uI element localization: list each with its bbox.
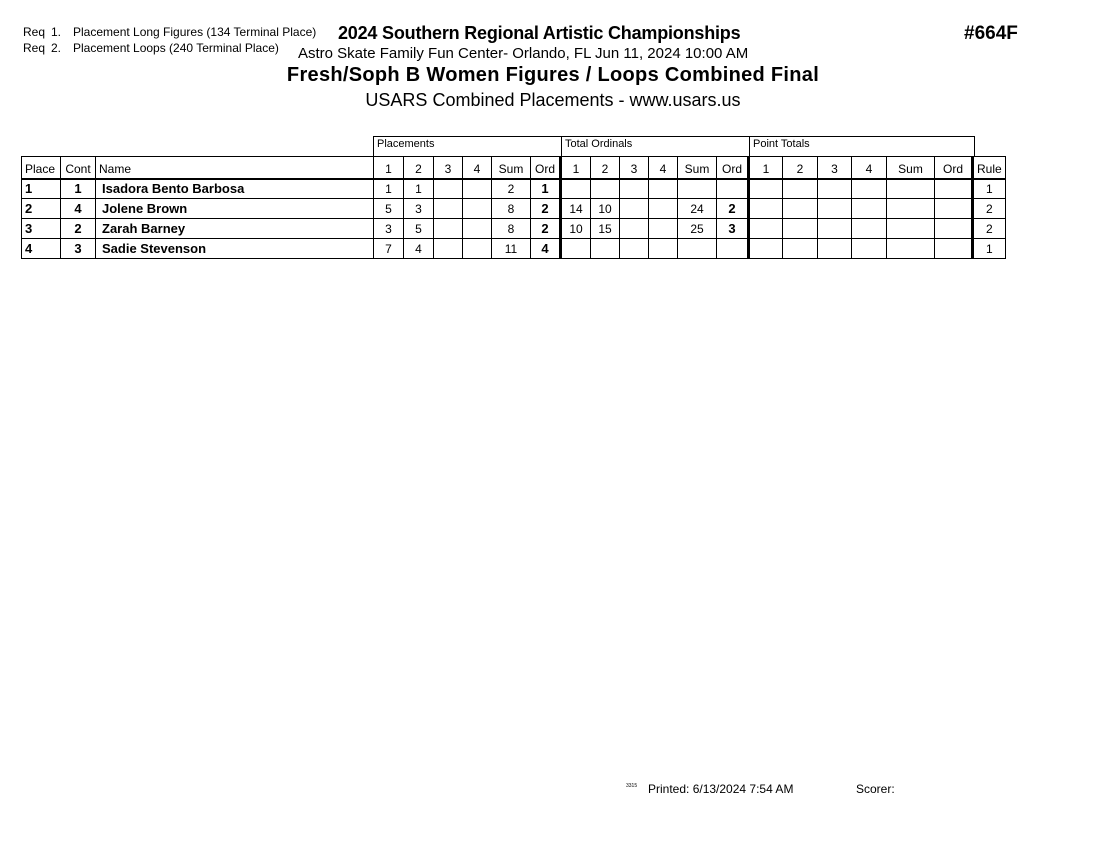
placement-cell: 5 [374,199,404,219]
col-ordinal-ord: Ord [717,157,749,179]
placement-cell: 7 [374,239,404,259]
col-points-ord: Ord [935,157,973,179]
table-row [22,199,1006,219]
placement-cell [434,219,463,239]
ordinal-cell [591,179,620,199]
table-row [22,219,1006,239]
ordinal-sum: 24 [678,199,717,219]
points-sum [887,179,935,199]
rule-cell: 1 [973,179,1006,199]
col-points-2: 2 [783,157,818,179]
ordinal-ord: 3 [717,219,749,239]
col-ordinal-sum: Sum [678,157,717,179]
ordinal-cell: 14 [561,199,591,219]
col-points-1: 1 [749,157,783,179]
ordinal-cell: 10 [561,219,591,239]
ordinal-cell [620,179,649,199]
ordinal-sum: 25 [678,219,717,239]
skater-name: Jolene Brown [96,199,374,219]
placement-ord: 2 [531,219,561,239]
cont-cell: 2 [61,219,96,239]
col-placement-sum: Sum [492,157,531,179]
req-text: Placement Loops (240 Terminal Place) [73,41,279,55]
skater-name: Zarah Barney [96,219,374,239]
ordinal-sum [678,239,717,259]
points-cell [783,219,818,239]
placement-cell: 4 [404,239,434,259]
points-cell [749,179,783,199]
place-cell: 3 [22,219,61,239]
place-cell: 2 [22,199,61,219]
points-cell [783,199,818,219]
points-cell [852,219,887,239]
points-cell [749,239,783,259]
col-placement-ord: Ord [531,157,561,179]
ordinal-ord: 2 [717,199,749,219]
event-number: #664F [964,23,1018,44]
table-row [22,179,1006,199]
col-placement-1: 1 [374,157,404,179]
ordinal-cell [649,199,678,219]
req-label: Req [23,25,46,39]
rule-cell: 2 [973,219,1006,239]
points-ord [935,199,973,219]
ordinal-cell [591,239,620,259]
col-ordinal-2: 2 [591,157,620,179]
col-placement-3: 3 [434,157,463,179]
placement-sum: 11 [492,239,531,259]
placement-cell: 1 [374,179,404,199]
req-number: 2. [51,41,62,55]
footer-mark: 3315 [626,783,638,789]
skater-name: Isadora Bento Barbosa [96,179,374,199]
placement-sum: 8 [492,219,531,239]
rule-cell: 1 [973,239,1006,259]
points-ord [935,219,973,239]
group-total-ordinals: Total Ordinals [561,136,750,156]
cont-cell: 4 [61,199,96,219]
points-cell [818,239,852,259]
place-cell: 1 [22,179,61,199]
points-cell [818,219,852,239]
points-cell [852,239,887,259]
table-row [22,239,1006,259]
req-number: 1. [51,25,62,39]
placement-ord: 4 [531,239,561,259]
placement-cell: 3 [374,219,404,239]
cont-cell: 3 [61,239,96,259]
table-header-row [22,157,1006,179]
col-name: Name [96,157,374,179]
requirement-2 [23,41,279,55]
col-cont: Cont [61,157,96,179]
ordinal-cell [620,199,649,219]
placement-sum: 8 [492,199,531,219]
group-point-totals: Point Totals [749,136,975,156]
ordinal-cell [561,239,591,259]
placement-cell: 5 [404,219,434,239]
placement-cell: 1 [404,179,434,199]
placement-sum: 2 [492,179,531,199]
points-cell [852,179,887,199]
placement-cell [463,199,492,219]
competition-title: 2024 Southern Regional Artistic Championships [338,23,741,43]
ordinal-sum [678,179,717,199]
placement-cell: 3 [404,199,434,219]
col-ordinal-4: 4 [649,157,678,179]
points-cell [852,199,887,219]
placement-cell [434,199,463,219]
place-cell: 4 [22,239,61,259]
placement-cell [463,239,492,259]
placement-ord: 1 [531,179,561,199]
points-cell [783,239,818,259]
cont-cell: 1 [61,179,96,199]
rule-cell: 2 [973,199,1006,219]
scorer-label: Scorer: [856,782,895,796]
col-placement-4: 4 [463,157,492,179]
points-cell [749,219,783,239]
placement-cell [463,219,492,239]
ordinal-cell [561,179,591,199]
points-sum [887,239,935,259]
placement-ord: 2 [531,199,561,219]
col-place: Place [22,157,61,179]
placement-cell [434,179,463,199]
placement-cell [463,179,492,199]
ordinal-cell [620,219,649,239]
event-title: Fresh/Soph B Women Figures / Loops Combined Final [286,64,820,86]
col-points-sum: Sum [887,157,935,179]
ordinal-cell [649,179,678,199]
printed-timestamp: Printed: 6/13/2024 7:54 AM [648,782,794,796]
points-cell [783,179,818,199]
group-placements: Placements [373,136,562,156]
col-points-3: 3 [818,157,852,179]
col-rule: Rule [973,157,1006,179]
competition-location: Astro Skate Family Fun Center- Orlando, FL Jun 11, 2024 10:00 AM [298,45,749,62]
points-cell [818,199,852,219]
ordinal-cell: 10 [591,199,620,219]
col-ordinal-3: 3 [620,157,649,179]
ordinal-ord [717,179,749,199]
ordinal-cell: 15 [591,219,620,239]
points-cell [818,179,852,199]
ordinal-cell [649,219,678,239]
points-sum [887,219,935,239]
req-text: Placement Long Figures (134 Terminal Place) [73,25,317,39]
points-ord [935,179,973,199]
col-points-4: 4 [852,157,887,179]
ordinal-cell [649,239,678,259]
col-ordinal-1: 1 [561,157,591,179]
points-ord [935,239,973,259]
placement-cell [434,239,463,259]
req-label: Req [23,41,46,55]
requirement-1 [23,25,316,39]
ordinal-cell [620,239,649,259]
skater-name: Sadie Stevenson [96,239,374,259]
ordinal-ord [717,239,749,259]
results-table [21,156,1006,259]
points-cell [749,199,783,219]
subtitle: USARS Combined Placements - www.usars.us [365,90,741,110]
col-placement-2: 2 [404,157,434,179]
points-sum [887,199,935,219]
